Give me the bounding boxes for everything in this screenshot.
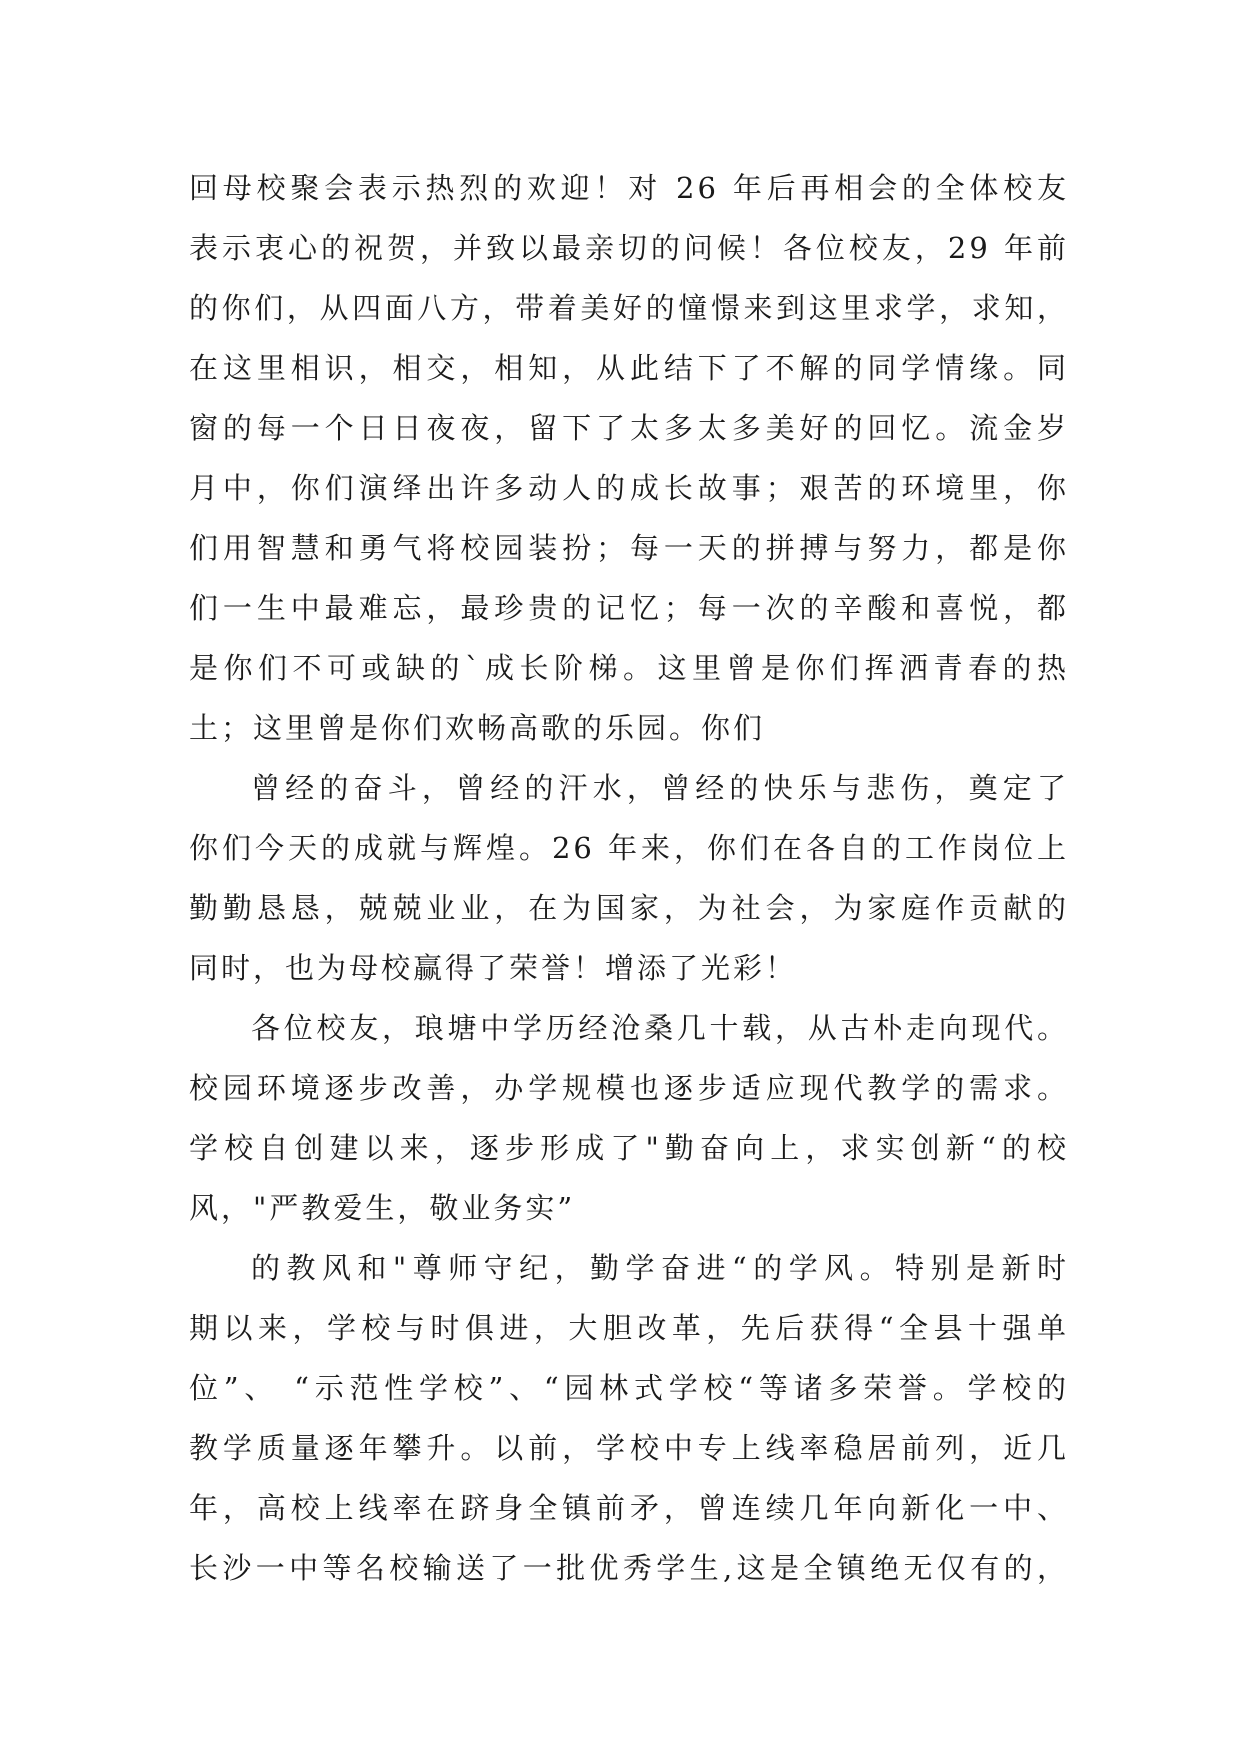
text-line: 你们今天的成就与辉煌。26 年来，你们在各自的工作岗位上	[189, 831, 1069, 865]
text-line: 土；这里曾是你们欢畅高歌的乐园。你们	[189, 711, 766, 745]
text-line: 曾经的奋斗，曾经的汗水，曾经的快乐与悲伤，奠定了	[251, 771, 1069, 805]
text-line: 们一生中最难忘，最珍贵的记忆；每一次的辛酸和喜悦，都	[189, 591, 1069, 625]
text-line: 长沙一中等名校输送了一批优秀学生,这是全镇绝无仅有的，	[189, 1551, 1069, 1585]
text-line: 窗的每一个日日夜夜，留下了太多太多美好的回忆。流金岁	[189, 411, 1069, 445]
text-line: 的教风和"尊师守纪，勤学奋进“的学风。特别是新时	[251, 1251, 1069, 1285]
text-line: 教学质量逐年攀升。以前，学校中专上线率稳居前列，近几	[189, 1431, 1069, 1465]
text-line: 校园环境逐步改善，办学规模也逐步适应现代教学的需求。	[189, 1071, 1069, 1105]
text-line: 风，"严教爱生，敬业务实”	[189, 1191, 576, 1225]
text-line: 表示衷心的祝贺，并致以最亲切的问候！各位校友，29 年前	[189, 231, 1069, 265]
text-line: 的你们，从四面八方，带着美好的憧憬来到这里求学，求知，	[189, 291, 1069, 325]
text-line: 们用智慧和勇气将校园装扮；每一天的拼搏与努力，都是你	[189, 531, 1069, 565]
text-line: 回母校聚会表示热烈的欢迎！对 26 年后再相会的全体校友	[189, 171, 1069, 205]
text-line: 同时，也为母校赢得了荣誉！增添了光彩！	[189, 951, 798, 985]
text-line: 是你们不可或缺的`成长阶梯。这里曾是你们挥洒青春的热	[189, 651, 1069, 685]
text-line: 勤勤恳恳，兢兢业业，在为国家，为社会，为家庭作贡献的	[189, 891, 1069, 925]
text-line: 在这里相识，相交，相知，从此结下了不解的同学情缘。同	[189, 351, 1069, 385]
text-line: 年，高校上线率在跻身全镇前矛，曾连续几年向新化一中、	[189, 1491, 1069, 1525]
text-line: 月中，你们演绎出许多动人的成长故事；艰苦的环境里，你	[189, 471, 1069, 505]
text-line: 期以来，学校与时俱进，大胆改革，先后获得“全县十强单	[189, 1311, 1069, 1345]
text-line: 学校自创建以来，逐步形成了"勤奋向上，求实创新“的校	[189, 1131, 1069, 1165]
document-body	[189, 158, 1069, 1598]
text-line: 位”、 “示范性学校”、“园林式学校“等诸多荣誉。学校的	[189, 1371, 1069, 1405]
text-line: 各位校友，琅塘中学历经沧桑几十载，从古朴走向现代。	[251, 1011, 1069, 1045]
